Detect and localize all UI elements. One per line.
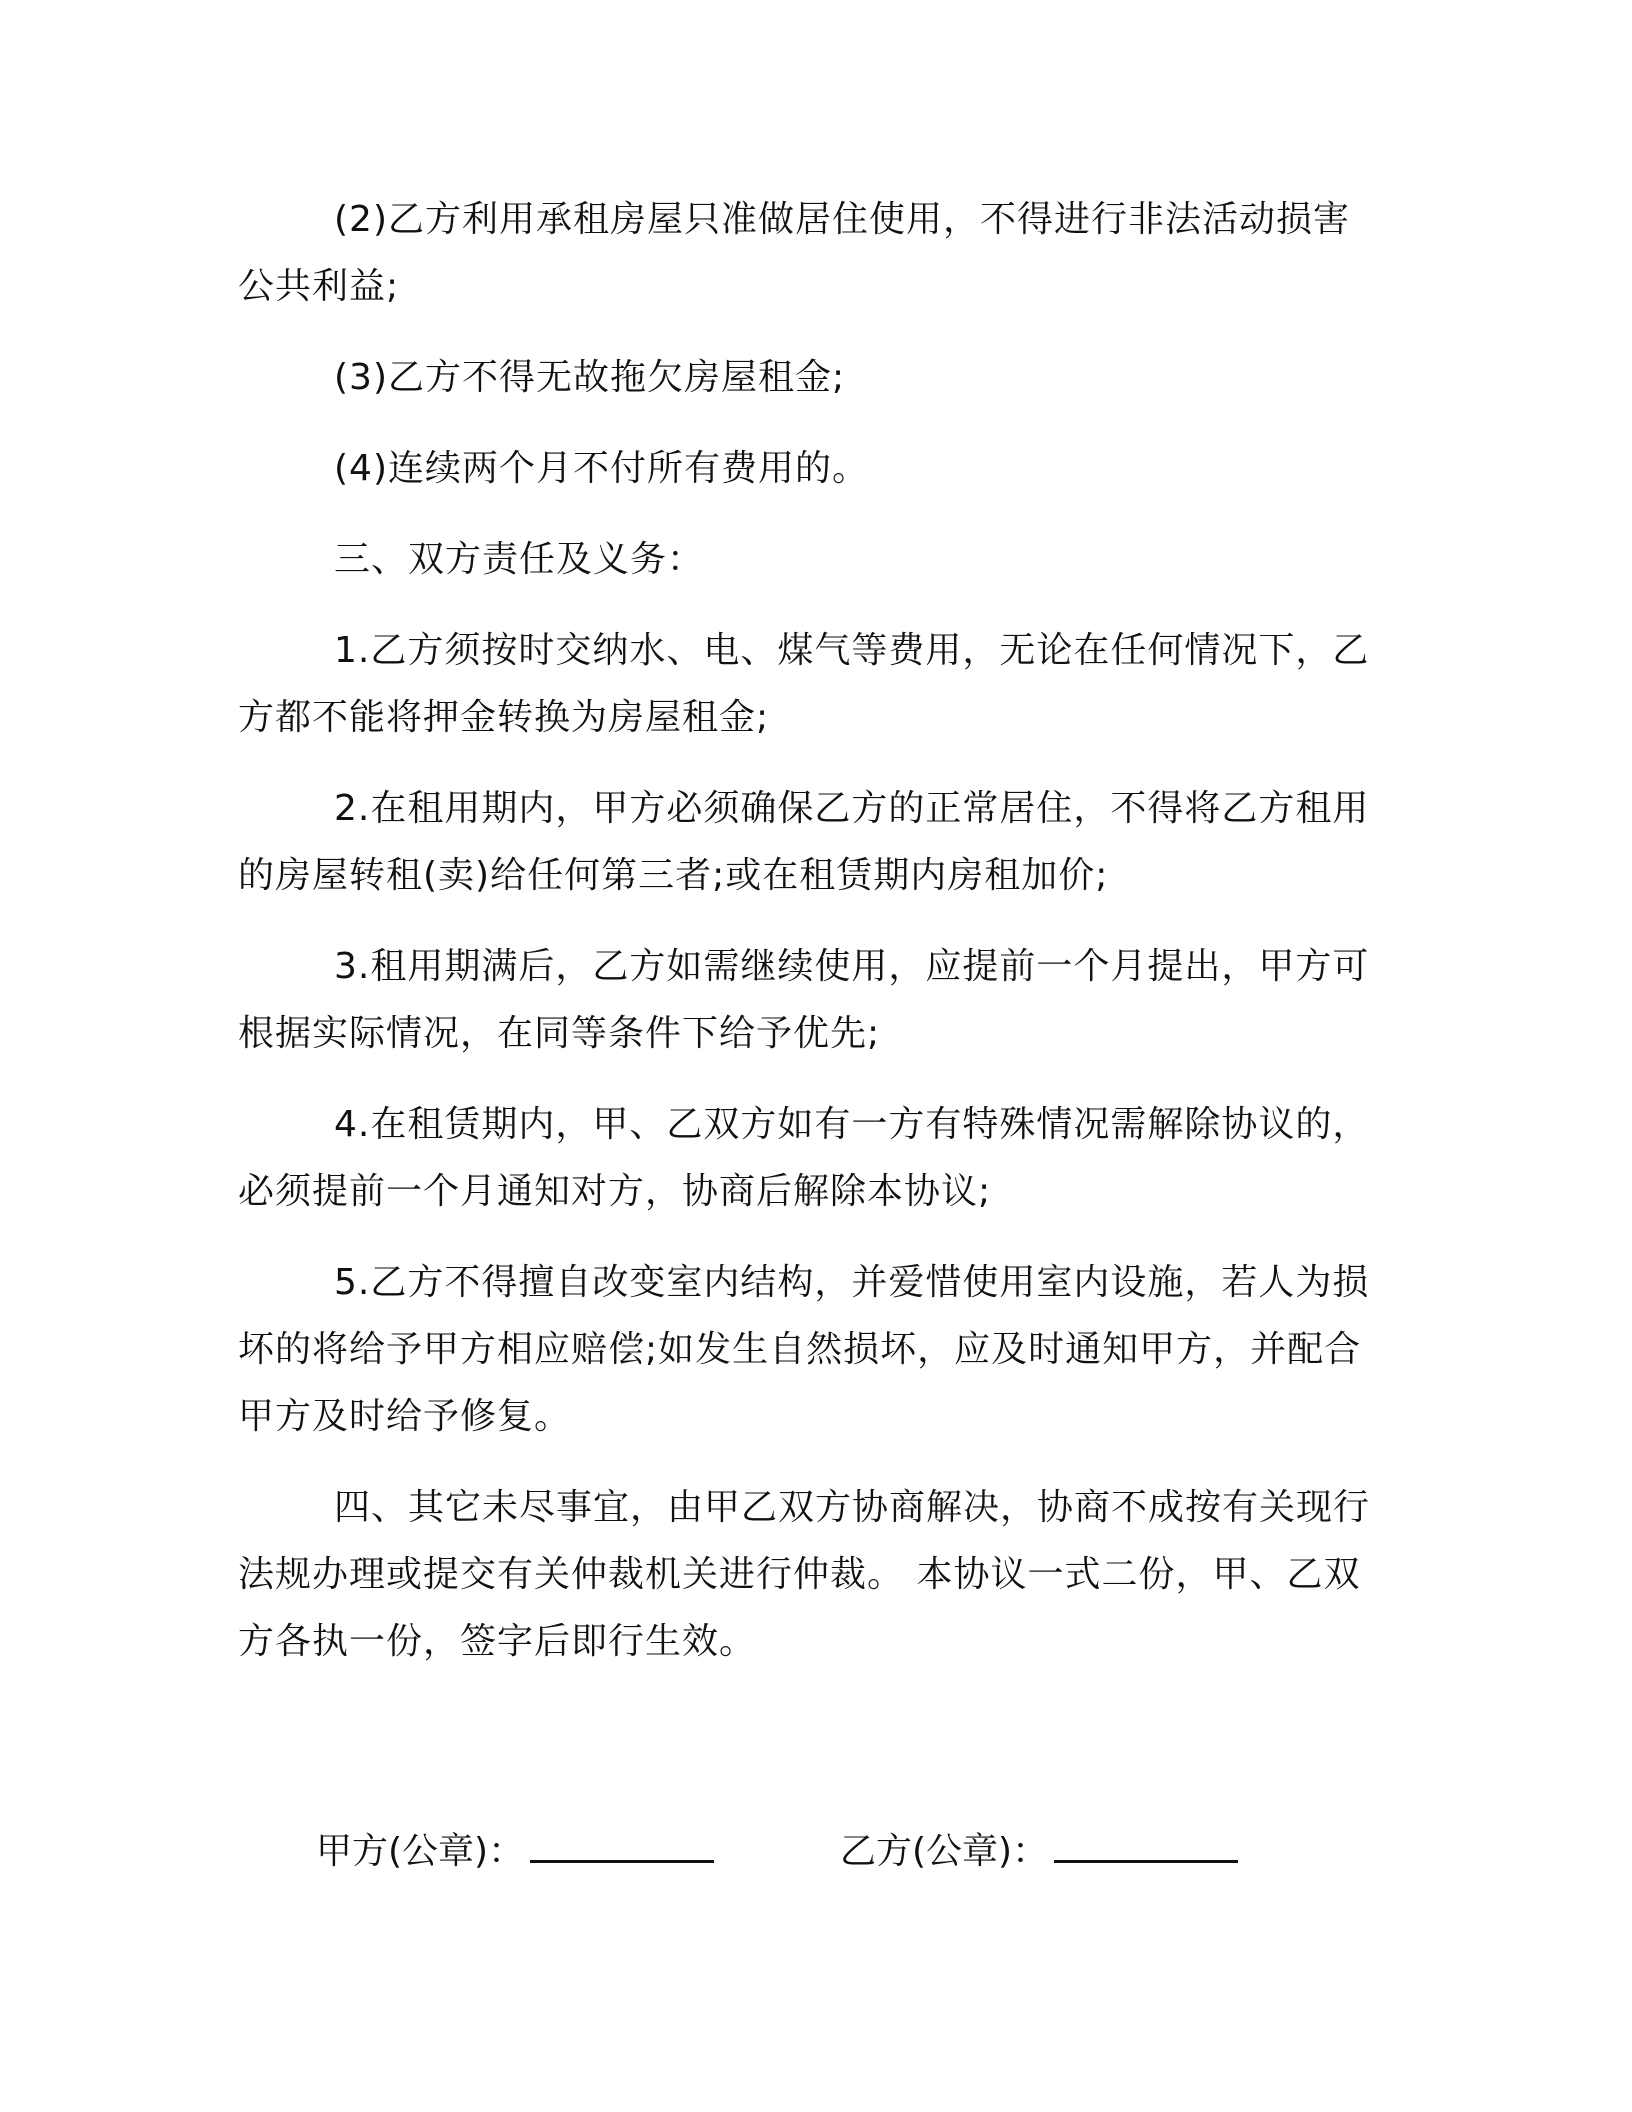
signature-block [0, 1818, 1632, 1888]
party-a-signature-line [530, 1826, 714, 1863]
party-a-signature [316, 1818, 714, 1885]
clause-2-4: (4)连续两个月不付所有费用的。 [334, 448, 869, 489]
party-b-signature [840, 1818, 1238, 1885]
clause-2-3-rent: (3)乙方不得无故拖欠房屋租金; [334, 357, 846, 398]
party-b-label: 乙方(公章)： [840, 1831, 1049, 1872]
clause-3-2: 2.在租用期内，甲方必须确保乙方的正常居住，不得将乙方租用的房屋转租(卖)给任何第三者;或在租赁期内房租加价; [238, 788, 1370, 896]
party-b-signature-line [1054, 1826, 1238, 1863]
clause-3-1: 1.乙方须按时交纳水、电、煤气等费用，无论在任何情况下，乙方都不能将押金转换为房屋租金; [238, 630, 1370, 738]
clause-2-3: (2)乙方利用承租房屋只准做居住使用，不得进行非法活动损害公共利益; [238, 199, 1350, 307]
party-a-label: 甲方(公章)： [316, 1831, 525, 1872]
section-heading-3: 三、双方责任及义务： [334, 539, 705, 580]
clause-3-4: 4.在租赁期内，甲、乙双方如有一方有特殊情况需解除协议的，必须提前一个月通知对方，协商后解除本协议; [238, 1104, 1370, 1212]
document-body [238, 186, 1378, 1699]
clause-3-5: 5.乙方不得擅自改变室内结构，并爱惜使用室内设施，若人为损坏的将给予甲方相应赔偿;如发生自然损坏，应及时通知甲方，并配合甲方及时给予修复。 [238, 1262, 1370, 1437]
section-4-paragraph: 四、其它未尽事宜，由甲乙双方协商解决，协商不成按有关现行法规办理或提交有关仲裁机关进行仲裁。 本协议一式二份，甲、乙双方各执一份，签字后即行生效。 [238, 1487, 1371, 1662]
clause-3-3: 3.租用期满后，乙方如需继续使用，应提前一个月提出，甲方可根据实际情况，在同等条件下给予优先; [238, 946, 1370, 1054]
